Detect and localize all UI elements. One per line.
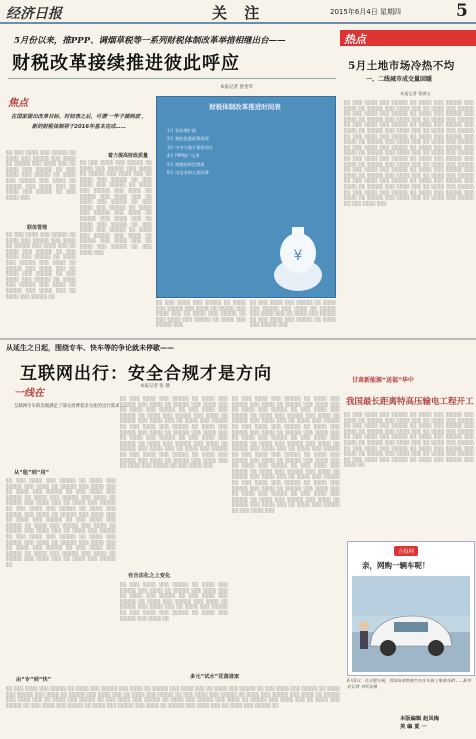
money-bag-illustration (267, 215, 329, 293)
section-divider (0, 338, 476, 340)
sidebar2-kicker: 甘肃新能源“送福”华中 (352, 377, 414, 384)
bottom-body-column: ░░ ░░░ ░░░░ ░░░ ░░░░░ ░░ ░░░░ ░░░ ░░░░░ ░░░ ░░░░ ░░ ░░░░░ ░░░ ░░░░ ░░░ ░░ ░░░░ ░░░ ░░░░░ ░░ ░░░ ░░░░ ░░░ ░░░░░ ░░ ░░░░ ░░░ ░░░░░ ░░░ ░░░░ ░░ ░░░░░ ░░░ ░░░░ ░░░ ░░ ░░░░ ░░░ ░░░░░ ░░ ░░░ ░░░░ ░░░ ░░░░░ ░░ ░░░░ ░░░ ░░░░░ ░░░ ░░░░ ░░ (120, 582, 228, 621)
hot-topic-bar (340, 30, 476, 46)
page-number: 5 (456, 1, 468, 21)
svg-text:¥: ¥ (293, 248, 303, 264)
section-head: 由“专”到“快” (16, 677, 52, 683)
divider (8, 78, 336, 79)
infobox-title: 财税体制改革推进时间表 (209, 103, 281, 111)
issue-date: 2015年6月4日 星期四 (330, 8, 401, 16)
infobox-line: 4月 PPP推广运用 (167, 153, 200, 159)
bottom-body-column: ░░ ░░░ ░░░░ ░░░ ░░░░░ ░░ ░░░░ ░░░ ░░░░░ ░░░ ░░░░ ░░ ░░░░░ ░░░ ░░░░ ░░░ ░░ ░░░░ ░░░ ░░░░░ ░░ ░░░ ░░░░ ░░░ ░░░░░ ░░ ░░░░ ░░░ ░░░░░ ░░░ ░░░░ ░░ ░░░░░ ░░░ ░░░░ ░░░ ░░ ░░░░ ░░░ ░░░░░ ░░ ░░░ ░░░░ ░░░ ░░░░░ ░░ ░░░░ ░░░ ░░░░░ ░░░ ░░░░ ░░ ░░░░░ ░░░ ░░░░ ░░░ ░░ ░░░░ ░░░ ░░░░░ ░░ ░░░ ░░░░ ░░░ ░░░░░ ░░ ░░░░ ░░░ ░░░░░ ░░░ ░░░░ ░░ ░░░░░ ░░░ ░░░░ ░░░ ░░ ░░░░ ░░░ ░░░░░ ░░ ░░░ ░░░░ ░░░ ░░░░░ ░░ ░░░░ ░░░ ░░░░░ ░░░ ░░░░ ░░ ░░░░░ ░░░ ░░░░ ░░░ ░░ ░░░░ ░░░ ░░░░░ ░░ ░░░ ░░░░ ░░░ ░░░░░ ░░ ░░░░ ░░░ ░░░░░ ░░░ ░░░░ ░░ ░░░░░ ░░░ ░░░░ ░░░ ░░ ░░░░ ░░░ ░░░░░ ░░ (6, 478, 116, 567)
sidebar-byline: 本报记者 曹佛宝 (400, 91, 431, 96)
lead-body-column: ░░ ░░░ ░░░░ ░░░ ░░░░░ ░░ ░░░░ ░░░ ░░░░░ ░░░ ░░░░ ░░ ░░░░░ ░░░ ░░░░ ░░░ ░░ ░░░░ ░░░ ░░░░░ ░░ ░░░ ░░░░ ░░░ ░░░░░ ░░ ░░░░ ░░░ ░░░░░ ░░░ (250, 300, 336, 328)
bottom-body-column: ░░ ░░░ ░░░░ ░░░ ░░░░░ ░░ ░░░░ ░░░ ░░░░░ ░░░ ░░░░ ░░ ░░░░░ ░░░ ░░░░ ░░░ ░░ ░░░░ ░░░ ░░░░░ ░░ ░░░ ░░░░ ░░░ ░░░░░ ░░ ░░░░ ░░░ ░░░░░ ░░░ ░░░░ ░░ ░░░░░ ░░░ ░░░░ ░░░ ░░ ░░░░ ░░░ ░░░░░ ░░ ░░░ ░░░░ ░░░ ░░░░░ ░░ ░░░░ ░░░ ░░░░░ ░░░ ░░░░ ░░ ░░░░░ ░░░ ░░░░ ░░░ ░░ ░░░░ ░░░ ░░░░░ ░░ ░░░ ░░░░ ░░░ ░░░░░ ░░ ░░░░ ░░░ ░░░░░ ░░░ ░░░░ ░░ ░░░░░ ░░░ ░░░░ ░░░ ░░ ░░░░ ░░░ ░░░░░ ░░ ░░░ ░░░░ ░░░ ░░░░░ ░░ ░░░░ ░░░ ░░░░░ ░░░ ░░░░ ░░ ░░░░░ ░░░ ░░░░ ░░░ ░░ ░░░░ ░░░ ░░░░░ ░░ ░░░ ░░░░ ░░░ (120, 396, 228, 469)
car-show-photo (352, 576, 470, 672)
sidebar2-body: ░░ ░░░ ░░░░ ░░░ ░░░░░ ░░ ░░░░ ░░░ ░░░░░ ░░░ ░░░░ ░░ ░░░░░ ░░░ ░░░░ ░░░ ░░ ░░░░ ░░░ ░░░░░ ░░ ░░░ ░░░░ ░░░ ░░░░░ ░░ ░░░░ ░░░ ░░░░░ ░░░ ░░░░ ░░ ░░░░░ ░░░ ░░░░ ░░░ ░░ ░░░░ ░░░ ░░░░░ ░░ ░░░ ░░░░ ░░░ ░░░░░ ░░ ░░░░ ░░░ ░░░░░ ░░░ ░░░░ ░░ ░░░░░ ░░░ ░░░░ ░░░ ░░ ░░░░ ░░░ ░░░░░ ░░ ░░░ ░░░░ ░░░ ░░░░░ ░░ ░░░░ ░░░ ░░░░░ ░░░ ░░░░ ░░ ░░░░░ ░░░ ░░░░ ░░░ ░░ ░░░░ ░░░ ░░░░░ ░░ ░░░ ░░░░ ░░░ ░░░░░ ░░ ░░░░ ░░░ ░░░░░ ░░░ ░░░░ ░░ (344, 412, 474, 468)
hot-label: 热点 (344, 33, 366, 46)
lead-body-column: ░░ ░░░ ░░░░ ░░░ ░░░░░ ░░ ░░░░ ░░░ ░░░░░ ░░░ ░░░░ ░░ ░░░░░ ░░░ ░░░░ ░░░ ░░ ░░░░ ░░░ ░░░░░ ░░ ░░░ ░░░░ ░░░ ░░░░░ ░░ ░░░░ ░░░ ░░░░░ ░░░ ░░░░ ░░ ░░░░░ ░░░ ░░░░ ░░░ ░░ ░░░░ ░░░ ░░░░░ ░░ ░░░ ░░░░ ░░░ ░░░░░ ░░ ░░░░ ░░░ ░░░░░ ░░░ ░░░░ ░░ ░░░░░ ░░░ ░░░░ ░░░ ░░ ░░░░ ░░░ ░░░░░ ░░ ░░░ ░░░░ ░░░ ░░░░░ ░░ ░░░░ ░░░ ░░░░░ ░░░ ░░░░ ░░ ░░░░░ ░░░ ░░░░ ░░░ ░░ ░░░░ ░░░ ░░░░░ ░░ ░░░ ░░░░ ░░░ (80, 160, 152, 255)
bottom-focus-label: 一线在 (14, 388, 44, 399)
ad-tag: 合投网 (394, 546, 418, 556)
bottom-focus-text: 互联网专车的出现满足了部分消费者多元化的出行需求…… (14, 404, 129, 409)
lead-subhead: 着力提高财政质量 (107, 153, 148, 159)
sidebar-body: ░░ ░░░ ░░░░ ░░░ ░░░░░ ░░ ░░░░ ░░░ ░░░░░ ░░░ ░░░░ ░░ ░░░░░ ░░░ ░░░░ ░░░ ░░ ░░░░ ░░░ ░░░░░ ░░ ░░░ ░░░░ ░░░ ░░░░░ ░░ ░░░░ ░░░ ░░░░░ ░░░ ░░░░ ░░ ░░░░░ ░░░ ░░░░ ░░░ ░░ ░░░░ ░░░ ░░░░░ ░░ ░░░ ░░░░ ░░░ ░░░░░ ░░ ░░░░ ░░░ ░░░░░ ░░░ ░░░░ ░░ ░░░░░ ░░░ ░░░░ ░░░ ░░ ░░░░ ░░░ ░░░░░ ░░ ░░░ ░░░░ ░░░ ░░░░░ ░░ ░░░░ ░░░ ░░░░░ ░░░ ░░░░ ░░ ░░░░░ ░░░ ░░░░ ░░░ ░░ ░░░░ ░░░ ░░░░░ ░░ ░░░ ░░░░ ░░░ ░░░░░ ░░ ░░░░ ░░░ ░░░░░ ░░░ ░░░░ ░░ ░░░░░ ░░░ ░░░░ ░░░ ░░ ░░░░ ░░░ ░░░░░ ░░ ░░░ ░░░░ ░░░ ░░░░░ ░░ ░░░░ ░░░ ░░░░░ ░░░ ░░░░ ░░ ░░░░░ ░░░ ░░░░ ░░░ ░░ ░░░░ ░░░ ░░░░░ ░░ ░░░ ░░░░ ░░░ ░░░░░ ░░ ░░░░ ░░░ ░░░░░ ░░░ ░░░░ ░░ ░░░░░ ░░░ ░░░░ ░░░ ░░ ░░░░ ░░░ ░░░░░ ░░ ░░░ ░░░░ ░░░ ░░░░░ ░░ ░░░░ ░░░ ░░░░░ ░░░ ░░░░ ░░ ░░░░░ ░░░ ░░░░ ░░░ ░░ ░░░░ ░░░ ░░░░░ ░░ ░░░ ░░░░ ░░░ ░░░░░ ░░ ░░░░ ░░░ ░░░░░ ░░░ ░░░░ ░░ ░░░░░ ░░░ ░░░░ ░░░ ░░ ░░░░ ░░░ ░░░░░ ░░ ░░░ ░░░░ ░░░ (344, 100, 474, 206)
bottom-kicker: 从延生之日起，围绕专车、快车等的争论就未停歇—— (6, 344, 174, 352)
lead-body-column: ░░ ░░░ ░░░░ ░░░ ░░░░░ ░░ ░░░░ ░░░ ░░░░░ ░░░ ░░░░ ░░ ░░░░░ ░░░ ░░░░ ░░░ ░░ ░░░░ ░░░ ░░░░░ ░░ ░░░ ░░░░ ░░░ ░░░░░ ░░ ░░░░ ░░░ ░░░░░ ░░░ ░░░░ ░░ ░░░░░ ░░░ ░░░░ ░░░ ░░ ░░░░ ░░░ ░░░░░ ░░ ░░░ ░░░░ ░░░ (6, 150, 76, 200)
timeline-infobox (156, 96, 336, 298)
infobox-line: 1月 营改增扩围 (167, 128, 197, 133)
infobox-line: 2月 税收优惠政策清理 (167, 136, 209, 142)
ad-title[interactable]: 亲，网购一辆车呢！ (362, 561, 430, 570)
lead-body-column: ░░ ░░░ ░░░░ ░░░ ░░░░░ ░░ ░░░░ ░░░ ░░░░░ ░░░ ░░░░ ░░ ░░░░░ ░░░ ░░░░ ░░░ ░░ ░░░░ ░░░ ░░░░░ ░░ ░░░ ░░░░ ░░░ ░░░░░ ░░ ░░░░ ░░░ ░░░░░ ░░░ ░░░░ ░░ ░░░░░ ░░░ ░░░░ ░░░ ░░ ░░░░ ░░░ ░░░░░ ░░ ░░░ ░░░░ ░░░ ░░░░░ ░░ ░░░░ ░░░ ░░░░░ ░░░ ░░░░ ░░ ░░░░░ ░░░ ░░░░ ░░░ ░░ ░░░░ ░░░ ░░░░░ ░░ (6, 232, 76, 299)
photo-caption: 6月3日，在合肥车展，我国首部智能汽车在车展上集体亮相……新华社记者 刘军喜摄 (347, 678, 471, 689)
section-head: 有合法化之上变化 (128, 573, 171, 579)
masthead (0, 0, 476, 24)
bottom-body-column: ░░ ░░░ ░░░░ ░░░ ░░░░░ ░░ ░░░░ ░░░ ░░░░░ ░░░ ░░░░ ░░ ░░░░░ ░░░ ░░░░ ░░░ ░░ ░░░░ ░░░ ░░░░░ ░░ ░░░ ░░░░ ░░░ ░░░░░ ░░ ░░░░ ░░░ ░░░░░ ░░░ ░░░░ ░░ ░░░░░ ░░░ ░░░░ ░░░ ░░ ░░░░ ░░░ ░░░░░ ░░ ░░░ ░░░░ ░░░ ░░░░░ ░░ ░░░░ ░░░ ░░░░░ ░░░ ░░░░ ░░ ░░░░░ ░░░ ░░░░ ░░░ ░░ ░░░░ ░░░ ░░░░░ ░░ ░░░ ░░░░ ░░░ ░░░░░ ░░ ░░░░ ░░░ ░░░░░ ░░░ ░░░░ ░░ ░░░░░ ░░░ ░░░░ ░░░ ░░ ░░░░ ░░░ ░░░░░ ░░ ░░░ ░░░░ ░░░ ░░░░░ ░░ ░░░░ ░░░ ░░░░░ ░░░ ░░░░ ░░ ░░░░░ ░░░ ░░░░ ░░░ ░░ ░░░░ ░░░ ░░░░░ ░░ (6, 686, 340, 708)
paper-name: 经济日报 (6, 6, 62, 22)
bottom-byline: 本报记者 张 静 (140, 384, 170, 389)
editor-credits (400, 715, 472, 731)
editor-line: 本版编辑 赵凤梅 (400, 716, 439, 722)
infobox-line: 3月 中央与地方事权划分 (167, 144, 213, 150)
infobox-line: 6月 电信业纳入营改增 (167, 170, 209, 176)
sidebar2-headline[interactable]: 我国最长距离特高压输电工程开工 (346, 397, 474, 407)
focus-label: 焦点 (8, 98, 28, 109)
sidebar-headline[interactable]: 5月土地市场冷热不均 (348, 60, 455, 72)
sidebar-subtitle: 一、二线城市成交量回暖 (366, 76, 433, 83)
lead-kicker: 5月份以来，推PPP、调烟草税等一系列财税体制改革举措相继出台—— (14, 36, 286, 46)
infobox-line: 5月 调整烟草消费税 (167, 161, 205, 167)
photo-feature (347, 541, 475, 676)
lead-headline[interactable]: 财税改革接续推进彼此呼应 (12, 53, 240, 74)
lead-subhead: 联体管理 (26, 225, 47, 231)
section-head: 多元“试水”花落谁家 (190, 674, 240, 680)
section-head: 从“租”到“用” (14, 470, 50, 476)
bottom-headline[interactable]: 互联网出行：安全合规才是方向 (20, 364, 272, 384)
lead-body-column: ░░ ░░░ ░░░░ ░░░ ░░░░░ ░░ ░░░░ ░░░ ░░░░░ ░░░ ░░░░ ░░ ░░░░░ ░░░ ░░░░ ░░░ ░░ ░░░░ ░░░ ░░░░░ ░░ ░░░ ░░░░ ░░░ ░░░░░ ░░ ░░░░ ░░░ ░░░░░ ░░░ (156, 300, 246, 328)
lead-byline: 本报记者 曾金华 (220, 85, 253, 90)
bottom-body-column: ░░ ░░░ ░░░░ ░░░ ░░░░░ ░░ ░░░░ ░░░ ░░░░░ ░░░ ░░░░ ░░ ░░░░░ ░░░ ░░░░ ░░░ ░░ ░░░░ ░░░ ░░░░░ ░░ ░░░ ░░░░ ░░░ ░░░░░ ░░ ░░░░ ░░░ ░░░░░ ░░░ ░░░░ ░░ ░░░░░ ░░░ ░░░░ ░░░ ░░ ░░░░ ░░░ ░░░░░ ░░ ░░░ ░░░░ ░░░ ░░░░░ ░░ ░░░░ ░░░ ░░░░░ ░░░ ░░░░ ░░ ░░░░░ ░░░ ░░░░ ░░░ ░░ ░░░░ ░░░ ░░░░░ ░░ ░░░ ░░░░ ░░░ ░░░░░ ░░ ░░░░ ░░░ ░░░░░ ░░░ ░░░░ ░░ ░░░░░ ░░░ ░░░░ ░░░ ░░ ░░░░ ░░░ ░░░░░ ░░ ░░░ ░░░░ ░░░ ░░░░░ ░░ ░░░░ ░░░ ░░░░░ ░░░ ░░░░ ░░ ░░░░░ ░░░ ░░░░ ░░░ ░░ ░░░░ ░░░ ░░░░░ ░░ ░░░ ░░░░ ░░░ ░░░░░ ░░ ░░░░ ░░░ ░░░░░ ░░░ ░░░░ ░░ ░░░░░ ░░░ ░░░░ ░░░ ░░ ░░░░ ░░░ ░░░░░ ░░ ░░░ ░░░░ ░░░ ░░░░░ ░░ ░░░░ ░░░ ░░░░░ ░░░ ░░░░ ░░ ░░░░░ ░░░ ░░░░ ░░░ ░░ ░░░░ ░░░ ░░░░░ ░░ ░░░ ░░░░ ░░░ ░░░░░ ░░ ░░░░ ░░░ ░░░░░ ░░░ ░░░░ ░░ ░░░░░ ░░░ ░░░░ ░░░ ░░ ░░░░ ░░░ ░░░░░ ░░ ░░░ ░░░░ ░░░ (232, 396, 340, 513)
focus-text: 在国家提出改革目标、时间表之后，可谓'一竿子插到底'，新的财税体制将于2016年基本完成…… (11, 114, 147, 130)
section-title: 关 注 (212, 4, 266, 22)
designer-line: 美 编 夏 一 (400, 724, 427, 730)
bottom-focus-box (14, 384, 132, 456)
infobox-lines (167, 127, 267, 177)
